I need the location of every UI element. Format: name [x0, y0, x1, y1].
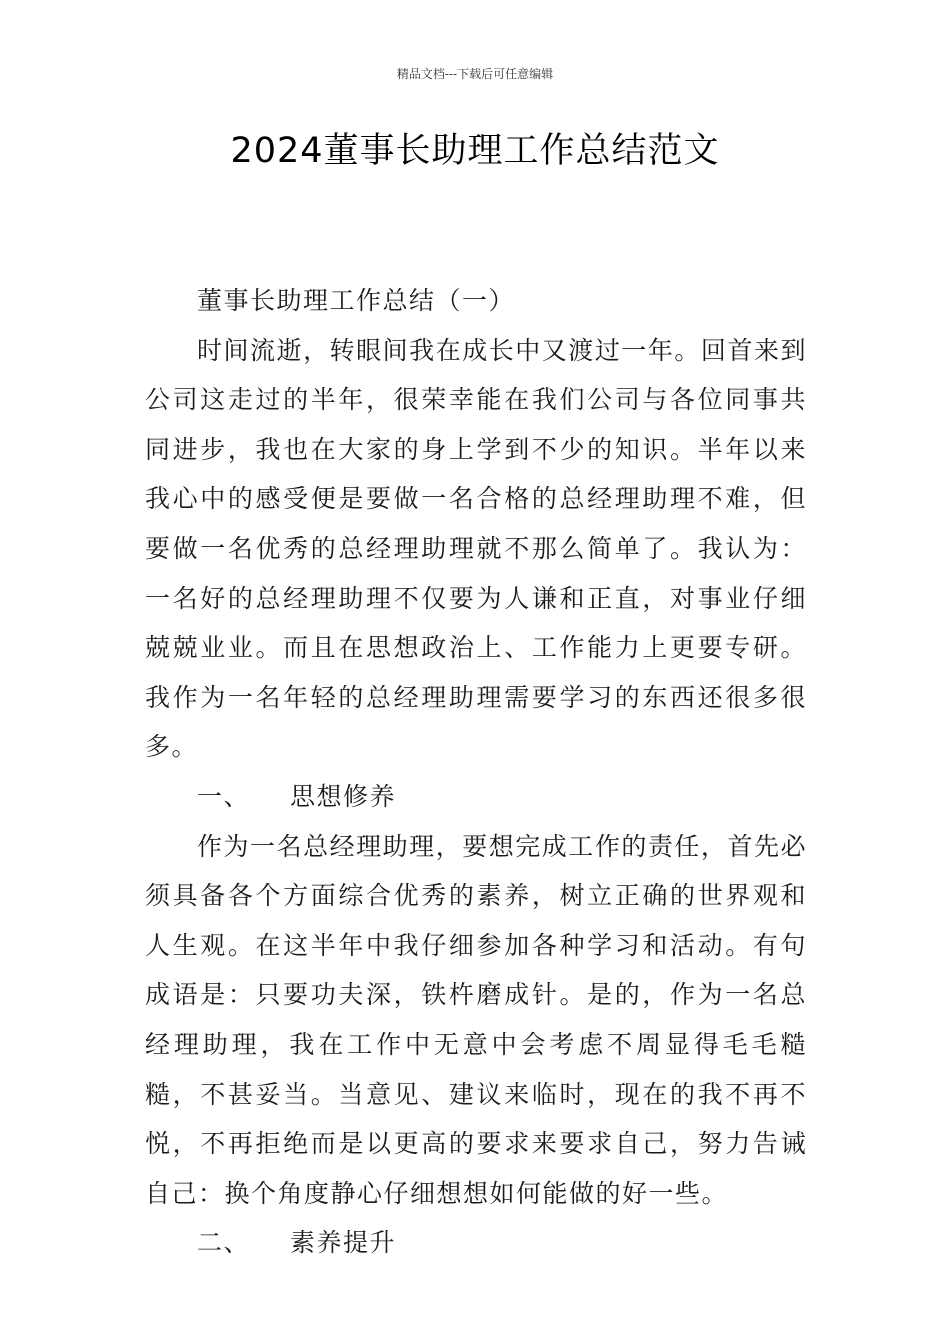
section-heading-2	[145, 1218, 807, 1268]
subtitle: 董事长助理工作总结（一）	[197, 286, 516, 315]
section-title-1: 思想修养	[290, 781, 397, 811]
section-number-1: 一、	[197, 781, 251, 811]
document-body	[145, 276, 807, 1268]
paragraph-intro: 时间流逝，转眼间我在成长中又渡过一年。回首来到公司这走过的半年，很荣幸能在我们公司与各位同事共同进步，我也在大家的身上学到不少的知识。半年以来我心中的感受便是要做一名合格的总经理助理不难，但要做一名优秀的总经理助理就不那么简单了。我认为：一名好的总经理助理不仅要为人谦和正直，对事业仔细兢兢业业。而且在思想政治上、工作能力上更要专研。我作为一名年轻的总经理助理需要学习的东西还很多很多。	[145, 335, 807, 762]
section-number-2: 二、	[197, 1228, 251, 1258]
section-title-2: 素养提升	[290, 1228, 397, 1258]
section-heading-1	[145, 772, 807, 822]
header-note: 精品文档---下载后可任意编辑	[396, 67, 554, 81]
paragraph-section1: 作为一名总经理助理，要想完成工作的责任，首先必须具备各个方面综合优秀的素养，树立正确的世界观和人生观。在这半年中我仔细参加各种学习和活动。有句成语是：只要功夫深，铁杵磨成针。是的，作为一名总经理助理，我在工作中无意中会考虑不周显得毛毛糙糙，不甚妥当。当意见、建议来临时，现在的我不再不悦，不再拒绝而是以更高的要求来要求自己，努力告诫自己：换个角度静心仔细想想如何能做的好一些。	[145, 831, 807, 1208]
document-title: 2024董事长助理工作总结范文	[230, 131, 720, 171]
